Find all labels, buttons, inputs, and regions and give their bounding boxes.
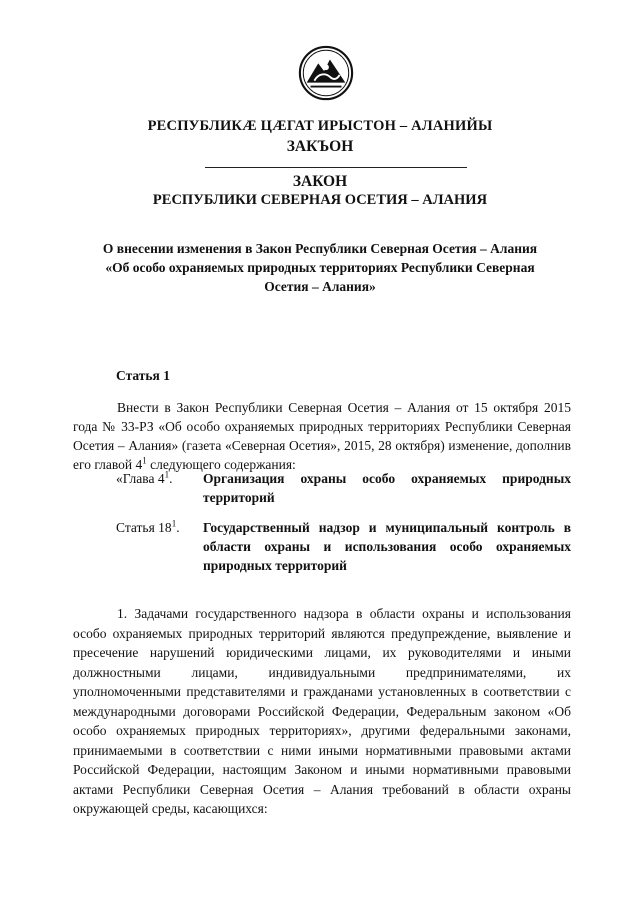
header-divider	[205, 167, 467, 168]
law-word-ossetian: ЗАКЪОН	[286, 138, 354, 155]
chapter-label: «Глава $4^1$.	[116, 469, 173, 486]
law-title: О внесении изменения в Закон Республики Северная Осетия – Алания «Об особо охраняемых природных территориях Республики Северная Осетия – Алания»	[102, 241, 538, 294]
article-18-1-label: Статья $18^1$.	[116, 518, 180, 535]
republic-name-ossetian: РЕСПУБЛИКӔ ЦӔГАТ ИРЫСТОН – АЛАНИЙЫ	[147, 118, 493, 134]
law-word-russian: ЗАКОН	[292, 173, 348, 190]
article-18-1-title: Государственный надзор и муниципальный контроль в области охраны и использования особо охраняемых природных территорий	[203, 520, 571, 573]
point-1-text: 1. Задачами государственного надзора в области охраны и использования особо охраняемых природных территорий являются предупреждение, выявление и пресечение нарушений юридическими лицами, их руководителями и иными должностными лицами, индивидуальными предпринимателями, их уполномоченными представителями и гражданами установленных в соответствии с международными договорами Российской Федерации, Федеральным законом «Об особо охраняемых природных территориях», другими федеральными законами, принимаемыми в соответствии с ними иными нормативными правовыми актами Российской Федерации, настоящим Законом и иными нормативными правовыми актами Республики Северная Осетия – Алания требований в области охраны окружающей среды, касающихся:	[73, 606, 571, 816]
article-1-intro: Внести в Закон Республики Северная Осетия – Алания от 15 октября 2015 года № 33-РЗ «Об особо охраняемых природных территориях Республики Северная Осетия – Алания» (газета «Северная Осетия», 2015, 28 октября) изменение, дополнив его главой $4^1$ следующего содержания:	[73, 400, 571, 472]
article-1-heading: Статья 1	[116, 368, 170, 383]
coat-of-arms-emblem	[297, 44, 355, 102]
chapter-title: Организация охраны особо охраняемых природных территорий	[203, 471, 571, 505]
republic-name-russian: РЕСПУБЛИКИ СЕВЕРНАЯ ОСЕТИЯ – АЛАНИЯ	[152, 192, 488, 208]
